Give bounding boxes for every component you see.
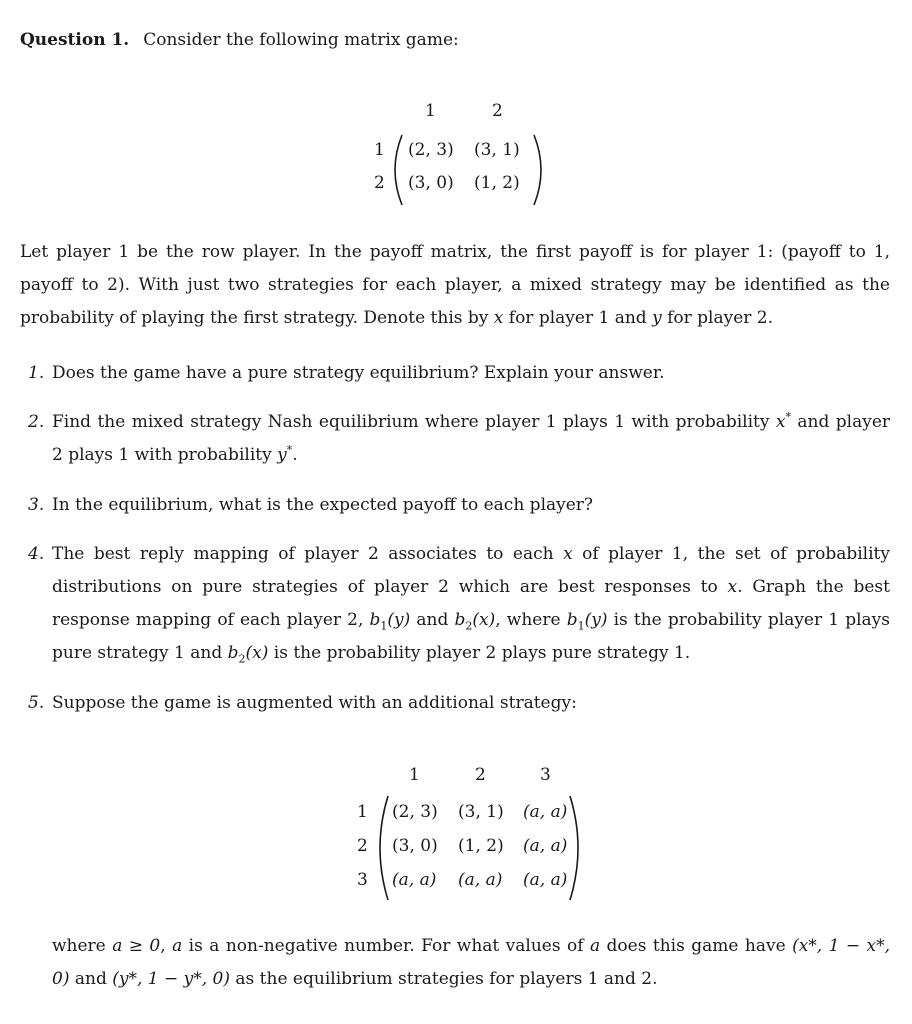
m1-row-label: 2 xyxy=(374,173,385,193)
list-item: 1. Does the game have a pure strategy equilibrium? Explain your answer. xyxy=(28,363,665,383)
list-item: 4. The best reply mapping of player 2 associates to each x of player 1, the set of probability distributions on pure strategies of player 2 which are best responses to x. Graph the best response mapping of each player 2, $b_1(y)$ and $b_2(x)$, where $b_1(y)$ is the probability player 1 plays pure strategy 1 and $b_2(x)$ is the probability player 2 plays pure strategy 1. xyxy=(28,544,890,666)
m2-row-label: 1 xyxy=(357,802,368,822)
m2-cell: (3, 1) xyxy=(458,802,504,822)
m1-cell: (2, 3) xyxy=(408,140,454,160)
question-heading xyxy=(20,24,459,57)
m2-col-label: 1 xyxy=(409,765,420,785)
m2-cell: (3, 0) xyxy=(392,836,438,856)
m2-cell: (1, 2) xyxy=(458,836,504,856)
m2-cell: (a, a) xyxy=(458,870,503,890)
m2-row-label: 2 xyxy=(357,836,368,856)
question-intro: Consider the following matrix game: xyxy=(143,30,459,50)
m1-col-label: 2 xyxy=(492,101,503,121)
m2-cell: (a, a) xyxy=(523,802,568,822)
m2-cell: (a, a) xyxy=(392,870,437,890)
m2-col-label: 2 xyxy=(475,765,486,785)
list-item: 5. Suppose the game is augmented with an additional strategy: xyxy=(28,693,577,713)
setup-paragraph: Let player 1 be the row player. In the payoff matrix, the first payoff is for player 1: (payoff to 1, payoff to 2). With just two strategies for each player, a mixed strategy may be identified as the probability of playing the first strategy. Denote this by x for player 1 and y for player 2. xyxy=(20,242,890,328)
question-label: Question 1. xyxy=(20,30,130,50)
list-item: 3. In the equilibrium, what is the expected payoff to each player? xyxy=(28,495,594,515)
m1-cell: (3, 0) xyxy=(408,173,454,193)
closing-paragraph: where a ≥ 0, a is a non-negative number. For what values of a does this game have (x*, 1 − x*, 0) and (y*, 1 − y*, 0) as the equilibrium strategies for players 1 and 2. xyxy=(52,936,891,989)
m2-row-label: 3 xyxy=(357,870,368,890)
m2-cell: (2, 3) xyxy=(392,802,438,822)
m2-col-label: 3 xyxy=(540,765,551,785)
m2-cell: (a, a) xyxy=(523,836,568,856)
m1-cell: (3, 1) xyxy=(474,140,520,160)
m1-cell: (1, 2) xyxy=(474,173,520,193)
m1-col-label: 1 xyxy=(425,101,436,121)
list-item: 2. Find the mixed strategy Nash equilibrium where player 1 plays 1 with probability x* and player 2 plays 1 with probability y*. xyxy=(28,410,890,465)
m1-row-label: 1 xyxy=(374,140,385,160)
m2-cell: (a, a) xyxy=(523,870,568,890)
